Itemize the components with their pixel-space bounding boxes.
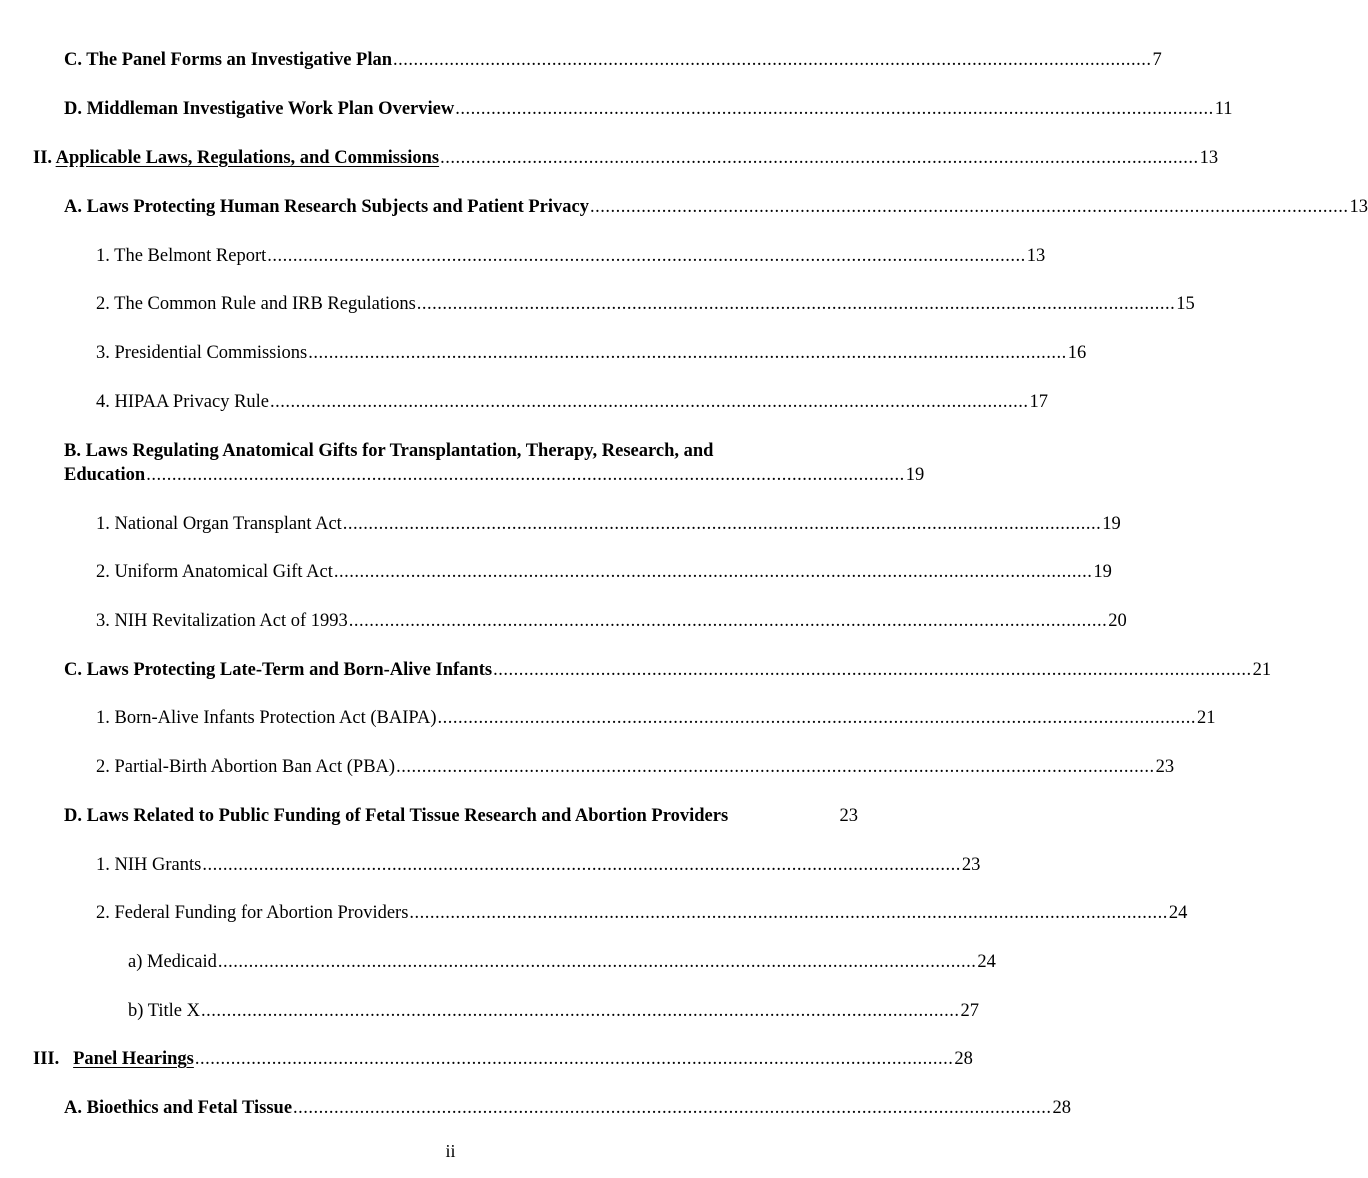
- toc-page-number: 15: [1176, 294, 1195, 314]
- toc-entry-label: a) Medicaid: [128, 952, 217, 972]
- toc-entry-nih-grants: [96, 853, 981, 877]
- toc-entry-label: 1. The Belmont Report: [96, 246, 267, 266]
- toc-page-number: 23: [1155, 757, 1175, 777]
- toc-entry-label: [33, 146, 439, 170]
- toc-entry-hipaa: [96, 390, 1049, 414]
- toc-page-number: 23: [839, 806, 858, 826]
- toc-entry-label: 2. Uniform Anatomical Gift Act: [96, 562, 333, 582]
- dot-leader: ....................................................................................................................................................: [348, 611, 1108, 631]
- toc-entry-pba: [96, 755, 1175, 779]
- dot-leader: ....................................................................................................................................................: [146, 465, 905, 485]
- toc-entry-federal-funding-abortion-providers: [96, 901, 1188, 925]
- dot-leader: ....................................................................................................................................................: [267, 246, 1026, 266]
- toc-section-number: III.: [33, 1049, 74, 1069]
- toc-section-title: Applicable Laws, Regulations, and Commissions: [55, 148, 440, 168]
- toc-entry-middleman-work-plan: [64, 97, 1233, 121]
- dot-leader: ....................................................................................................................................................: [493, 660, 1252, 680]
- toc-page-number: 13: [1199, 148, 1219, 168]
- toc-page-number: 16: [1067, 343, 1087, 363]
- toc-page-number: 7: [1152, 50, 1162, 70]
- dot-leader: ....................................................................................................................................................: [270, 392, 1029, 412]
- toc-entry-laws-protecting-human-research: [64, 195, 1368, 219]
- toc-entry-national-organ-transplant-act: [96, 512, 1121, 536]
- toc-entry-label: A. Bioethics and Fetal Tissue: [64, 1098, 293, 1118]
- dot-leader: ....................................................................................................................................................: [437, 708, 1196, 728]
- toc-entry-public-funding: [64, 804, 858, 828]
- toc-page-number: 24: [1168, 903, 1188, 923]
- toc-page-number: 27: [960, 1001, 979, 1021]
- toc-page-number: 28: [1052, 1098, 1072, 1118]
- dot-leader: [729, 804, 838, 828]
- toc-page-number: 19: [905, 465, 925, 485]
- dot-leader: ....................................................................................................................................................: [416, 294, 1176, 314]
- dot-leader: ....................................................................................................................................................: [589, 197, 1349, 217]
- dot-leader: ....................................................................................................................................................: [293, 1098, 1052, 1118]
- toc-entry-medicaid: [128, 950, 996, 974]
- toc-entry-label: 4. HIPAA Privacy Rule: [96, 392, 270, 412]
- dot-leader: ....................................................................................................................................................: [308, 343, 1067, 363]
- toc-entry-label-line1: B. Laws Regulating Anatomical Gifts for Transplantation, Therapy, Research, and: [64, 441, 714, 461]
- toc-entry-label: C. The Panel Forms an Investigative Plan: [64, 50, 393, 70]
- toc-entry-common-rule: [96, 292, 1195, 316]
- page-number-footer: ii: [445, 1141, 456, 1161]
- toc-entry-uniform-anatomical-gift-act: [96, 560, 1112, 584]
- toc-entry-belmont-report: [96, 244, 1046, 268]
- dot-leader: ....................................................................................................................................................: [333, 562, 1093, 582]
- toc-entry-applicable-laws: [33, 146, 1219, 170]
- toc-page-number: 13: [1349, 197, 1368, 217]
- toc-entry-panel-hearings: [33, 1047, 973, 1071]
- toc-entry-label: 3. Presidential Commissions: [96, 343, 308, 363]
- toc-entry-line2: [64, 463, 925, 487]
- toc-page-number: 28: [954, 1049, 973, 1069]
- toc-entry-bioethics-fetal-tissue: [64, 1096, 1072, 1120]
- toc-page-number: 24: [977, 952, 996, 972]
- dot-leader: ....................................................................................................................................................: [342, 514, 1102, 534]
- dot-leader: ....................................................................................................................................................: [440, 148, 1199, 168]
- toc-entry-label: D. Middleman Investigative Work Plan Overview: [64, 99, 455, 119]
- toc-page-number: 20: [1108, 611, 1127, 631]
- toc-entry-label: 1. National Organ Transplant Act: [96, 514, 342, 534]
- toc-entry-label-line2: Education: [64, 465, 146, 485]
- toc-page-number: 19: [1102, 514, 1121, 534]
- dot-leader: ....................................................................................................................................................: [396, 757, 1155, 777]
- dot-leader: ....................................................................................................................................................: [194, 1049, 954, 1069]
- toc-entry-label: C. Laws Protecting Late-Term and Born-Alive Infants: [64, 660, 493, 680]
- dot-leader: ....................................................................................................................................................: [393, 50, 1152, 70]
- toc-entry-late-term-born-alive: [64, 658, 1272, 682]
- toc-entry-nih-revitalization-act: [96, 609, 1127, 633]
- toc-entry-label: 2. Federal Funding for Abortion Providers: [96, 903, 409, 923]
- toc-page-number: 17: [1029, 392, 1049, 412]
- dot-leader: ....................................................................................................................................................: [202, 855, 961, 875]
- toc-entry-label: b) Title X: [128, 1001, 200, 1021]
- toc-entry-label: 3. NIH Revitalization Act of 1993: [96, 611, 348, 631]
- toc-section-number: II.: [33, 148, 56, 168]
- toc-entry-label: A. Laws Protecting Human Research Subjects and Patient Privacy: [64, 197, 589, 217]
- toc-entry-anatomical-gifts: [64, 439, 925, 487]
- dot-leader: ....................................................................................................................................................: [217, 952, 977, 972]
- toc-entry-label: 2. The Common Rule and IRB Regulations: [96, 294, 416, 314]
- dot-leader: ....................................................................................................................................................: [409, 903, 1168, 923]
- toc-page-number: 21: [1252, 660, 1272, 680]
- toc-entry-label: [33, 1047, 194, 1071]
- dot-leader: ....................................................................................................................................................: [455, 99, 1214, 119]
- toc-entry-label: 2. Partial-Birth Abortion Ban Act (PBA): [96, 757, 396, 777]
- toc-page-number: 11: [1214, 99, 1233, 119]
- toc-entry-title-x: [128, 999, 979, 1023]
- toc-entry-panel-forms-investigative-plan: [64, 48, 1162, 72]
- toc-entry-label: D. Laws Related to Public Funding of Fetal Tissue Research and Abortion Providers: [64, 806, 729, 826]
- toc-entry-label: 1. NIH Grants: [96, 855, 202, 875]
- toc-page-number: 23: [961, 855, 981, 875]
- toc-entry-presidential-commissions: [96, 341, 1087, 365]
- toc-page-number: 21: [1197, 708, 1216, 728]
- toc-section-title: Panel Hearings: [73, 1049, 194, 1069]
- toc-page-number: 13: [1026, 246, 1046, 266]
- dot-leader: ....................................................................................................................................................: [200, 1001, 960, 1021]
- toc-page-number: 19: [1093, 562, 1112, 582]
- toc-entry-baipa: [96, 706, 1216, 730]
- toc-entry-label: 1. Born-Alive Infants Protection Act (BAIPA): [96, 708, 437, 728]
